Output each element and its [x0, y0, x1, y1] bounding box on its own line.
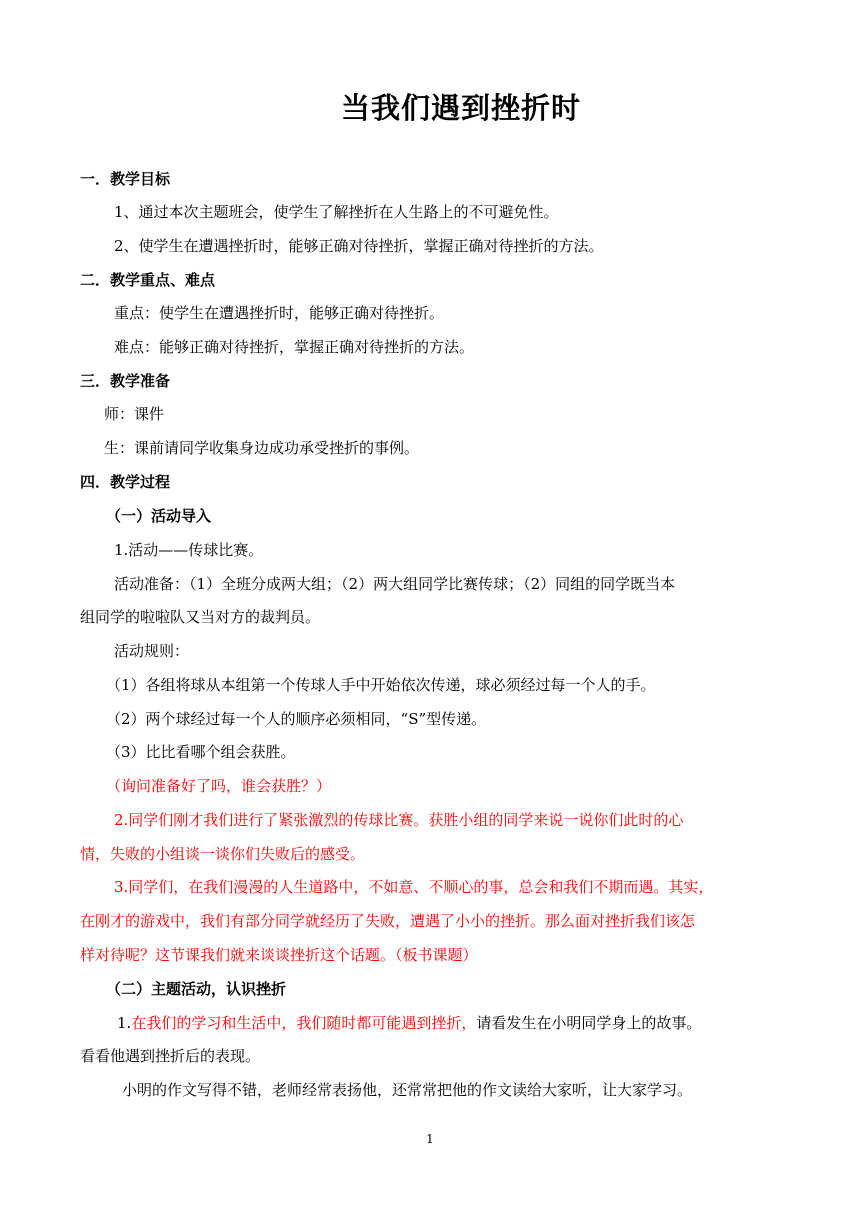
text-line: （2）两个球经过每一个人的顺序必须相同，“S”型传递。	[106, 710, 487, 728]
section-heading: 三．教学准备	[80, 372, 171, 390]
section-heading: 二．教学重点、难点	[80, 271, 216, 289]
text-line: 活动准备：（1）全班分成两大组；（2）两大组同学比赛传球；（2）同组的同学既当本	[114, 575, 676, 593]
text-line: 情，失败的小组谈一谈你们失败后的感受。	[80, 845, 366, 863]
text-line: 师：课件	[104, 405, 165, 423]
text-span: 请看发生在小明同学身上的故事。	[476, 1014, 702, 1032]
text-line: 难点：能够正确对待挫折，掌握正确对待挫折的方法。	[114, 338, 475, 356]
text-line: 3.同学们，在我们漫漫的人生道路中，不如意、不顺心的事，总会和我们不期而遇。其实，	[114, 878, 714, 896]
text-line: 2.同学们刚才我们进行了紧张激烈的传球比赛。获胜小组的同学来说一说你们此时的心	[114, 811, 684, 829]
page-number: 1	[426, 1132, 434, 1146]
highlighted-text: 在我们的学习和生活中，我们随时都可能遇到挫折，	[131, 1014, 477, 1032]
text-line: 看看他遇到挫折后的表现。	[80, 1047, 261, 1065]
text-line: （1）各组将球从本组第一个传球人手中开始依次传递，球必须经过每一个人的手。	[106, 676, 656, 694]
text-line: 1、通过本次主题班会，使学生了解挫折在人生路上的不可避免性。	[114, 203, 559, 221]
text-line: 生：课前请同学收集身边成功承受挫折的事例。	[104, 439, 420, 457]
text-line: 样对待呢？这节课我们就来谈谈挫折这个话题。（板书课题）	[80, 946, 478, 964]
text-line: （询问准备好了吗，谁会获胜？）	[106, 777, 332, 795]
subsection-heading: （一）活动导入	[106, 507, 212, 525]
section-heading: 一．教学目标	[80, 170, 171, 188]
section-heading: 四．教学过程	[80, 473, 171, 491]
document-title: 当我们遇到挫折时	[340, 91, 581, 125]
list-number: 1.	[117, 1014, 132, 1032]
text-line: 在刚才的游戏中，我们有部分同学就经历了失败，遭遇了小小的挫折。那么面对挫折我们该怎	[80, 912, 696, 930]
text-line: 重点：使学生在遭遇挫折时，能够正确对待挫折。	[114, 304, 445, 322]
text-line: 小明的作文写得不错，老师经常表扬他，还常常把他的作文读给大家听，让大家学习。	[122, 1081, 693, 1099]
text-line: （3）比比看哪个组会获胜。	[106, 743, 296, 761]
subsection-heading: （二）主题活动，认识挫折	[106, 980, 287, 998]
text-line	[117, 1013, 701, 1033]
text-line: 1.活动——传球比赛。	[114, 541, 264, 559]
text-line: 活动规则：	[114, 642, 190, 660]
text-line: 2、使学生在遭遇挫折时，能够正确对待挫折，掌握正确对待挫折的方法。	[114, 237, 604, 255]
text-line: 组同学的啦啦队又当对方的裁判员。	[80, 608, 321, 626]
